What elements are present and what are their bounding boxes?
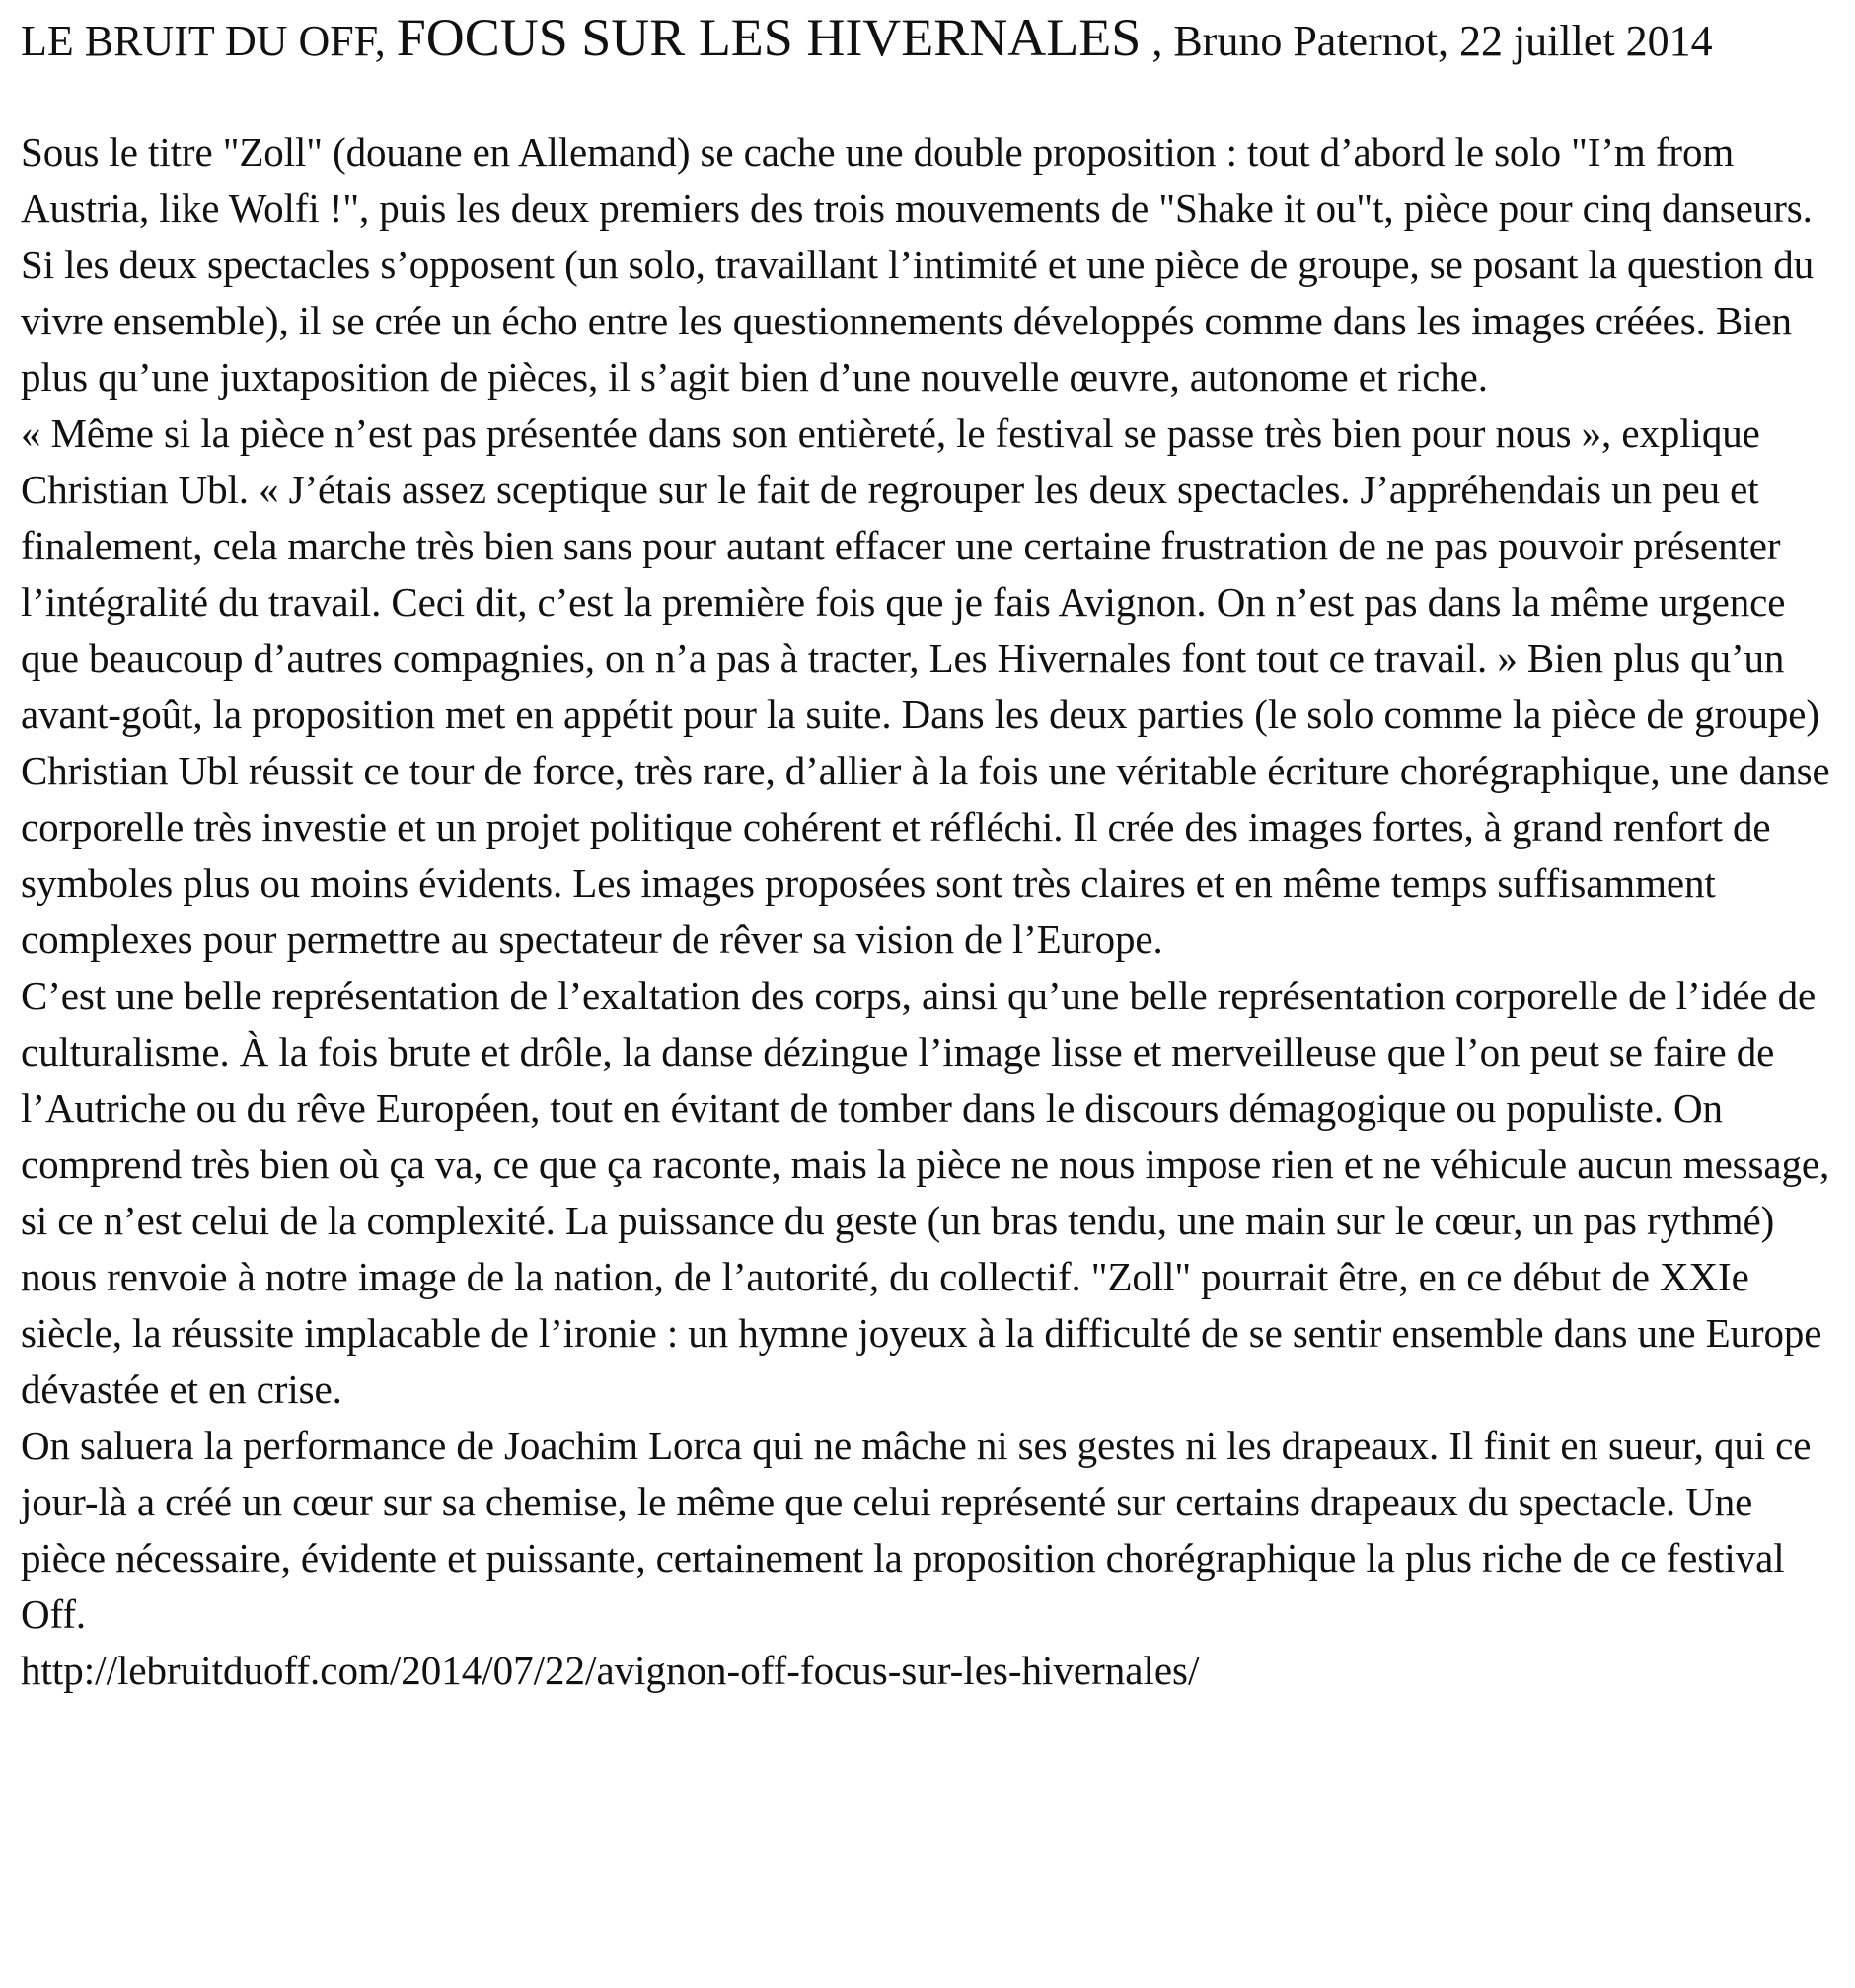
paragraph-4: On saluera la performance de Joachim Lorca qui ne mâche ni ses gestes ni les drapeaux. Il finit en sueur, qui ce jour-là a créé un cœur sur sa chemise, le même que celui représenté sur certains drapeaux du spectacle. Une pièce nécessaire, évidente et puissante, certainement la proposition chorégraphique la plus riche de ce festival Off. [21, 1423, 1812, 1637]
paragraph-3: C’est une belle représentation de l’exaltation des corps, ainsi qu’une belle représentation corporelle de l’idée de culturalisme. À la fois brute et drôle, la danse dézingue l’image lisse et merveilleuse que l’on peut se faire de l’Autriche ou du rêve Européen, tout en évitant de tomber dans le discours démagogique ou populiste. On comprend très bien où ça va, ce que ça raconte, mais la pièce ne nous impose rien et ne véhicule aucun message, si ce n’est celui de la complexité. La puissance du geste (un bras tendu, une main sur le cœur, un pas rythmé) nous renvoie à notre image de la nation, de l’autorité, du collectif. "Zoll" pourrait être, en ce début de XXIe siècle, la réussite implacable de l’ironie : un hymne joyeux à la difficulté de se sentir ensemble dans une Europe dévastée et en crise. [21, 973, 1830, 1412]
byline: , Bruno Paternot, 22 juillet 2014 [1151, 17, 1713, 65]
article-body [21, 124, 1836, 1699]
source-name: LE BRUIT DU OFF, [21, 17, 386, 65]
paragraph-1: Sous le titre "Zoll" (douane en Allemand) se cache une double proposition : tout d’abord le solo "I’m from Austria, like Wolfi !", puis les deux premiers des trois mouvements de "Shake it ou"t, pièce pour cinq danseurs. Si les deux spectacles s’opposent (un solo, travaillant l’intimité et une pièce de groupe, se posant la question du vivre ensemble), il se crée un écho entre les questionnements développés comme dans les images créées. Bien plus qu’une juxtaposition de pièces, il s’agit bien d’une nouvelle œuvre, autonome et riche. [21, 129, 1815, 400]
document-page [21, 10, 1836, 1699]
article-header [21, 10, 1836, 69]
article-title: FOCUS SUR LES HIVERNALES [396, 8, 1142, 67]
source-url-link[interactable]: http://lebruitduoff.com/2014/07/22/avignon-off-focus-sur-les-hivernales/ [21, 1648, 1200, 1693]
paragraph-2: « Même si la pièce n’est pas présentée dans son entièreté, le festival se passe très bien pour nous », explique Christian Ubl. « J’étais assez sceptique sur le fait de regrouper les deux spectacles. J’appréhendais un peu et finalement, cela marche très bien sans pour autant effacer une certaine frustration de ne pas pouvoir présenter l’intégralité du travail. Ceci dit, c’est la première fois que je fais Avignon. On n’est pas dans la même urgence que beaucoup d’autres compagnies, on n’a pas à tracter, Les Hivernales font tout ce travail. » Bien plus qu’un avant-goût, la proposition met en appétit pour la suite. Dans les deux parties (le solo comme la pièce de groupe) Christian Ubl réussit ce tour de force, très rare, d’allier à la fois une véritable écriture chorégraphique, une danse corporelle très investie et un projet politique cohérent et réfléchi. Il crée des images fortes, à grand renfort de symboles plus ou moins évidents. Les images proposées sont très claires et en même temps suffisamment complexes pour permettre au spectateur de rêver sa vision de l’Europe. [21, 410, 1830, 962]
